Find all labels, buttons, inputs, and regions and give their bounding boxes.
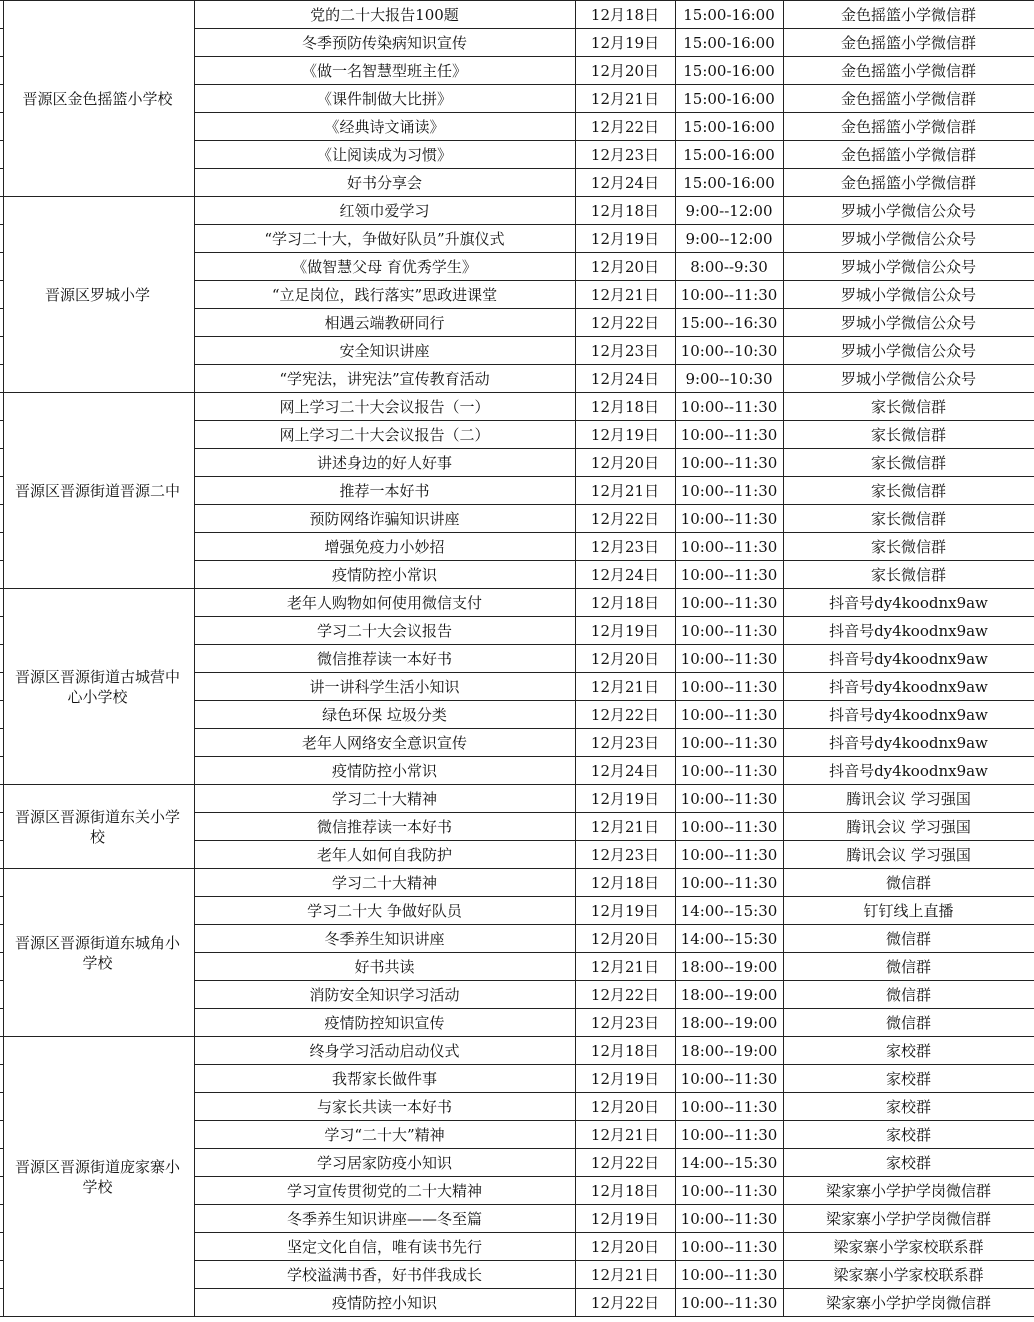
- date-cell: 12月20日: [575, 57, 675, 85]
- platform-cell: 梁家寨小学家校联系群: [783, 1261, 1034, 1289]
- date-cell: 12月18日: [575, 869, 675, 897]
- date-cell: 12月23日: [575, 337, 675, 365]
- row-marker-cell: [0, 533, 3, 561]
- date-cell: 12月20日: [575, 449, 675, 477]
- time-cell: 18:00--19:00: [675, 1009, 783, 1037]
- platform-cell: 腾讯会议 学习强国: [783, 841, 1034, 869]
- platform-cell: 家长微信群: [783, 477, 1034, 505]
- activity-cell: 老年人如何自我防护: [194, 841, 575, 869]
- date-cell: 12月21日: [575, 85, 675, 113]
- time-cell: 10:00--11:30: [675, 645, 783, 673]
- row-marker-cell: [0, 1233, 3, 1261]
- row-marker-cell: [0, 29, 3, 57]
- row-marker-cell: [0, 1121, 3, 1149]
- time-cell: 10:00--11:30: [675, 1093, 783, 1121]
- time-cell: 10:00--11:30: [675, 505, 783, 533]
- activity-cell: 终身学习活动启动仪式: [194, 1037, 575, 1065]
- time-cell: 14:00--15:30: [675, 897, 783, 925]
- school-name-cell: 晋源区晋源街道东关小学校: [3, 785, 194, 869]
- platform-cell: 腾讯会议 学习强国: [783, 785, 1034, 813]
- activity-cell: 好书共读: [194, 953, 575, 981]
- date-cell: 12月18日: [575, 197, 675, 225]
- time-cell: 10:00--11:30: [675, 841, 783, 869]
- row-marker-cell: [0, 841, 3, 869]
- school-name-cell: 晋源区罗城小学: [3, 197, 194, 393]
- time-cell: 10:00--11:30: [675, 1065, 783, 1093]
- time-cell: 14:00--15:30: [675, 925, 783, 953]
- activity-cell: 《经典诗文诵读》: [194, 113, 575, 141]
- time-cell: 10:00--11:30: [675, 729, 783, 757]
- table-row: [0, 589, 1034, 617]
- date-cell: 12月19日: [575, 617, 675, 645]
- activity-cell: 微信推荐读一本好书: [194, 813, 575, 841]
- activity-cell: 我帮家长做件事: [194, 1065, 575, 1093]
- activity-cell: 学习二十大 争做好队员: [194, 897, 575, 925]
- row-marker-cell: [0, 309, 3, 337]
- platform-cell: 家长微信群: [783, 533, 1034, 561]
- time-cell: 10:00--11:30: [675, 1177, 783, 1205]
- activity-cell: 《做智慧父母 育优秀学生》: [194, 253, 575, 281]
- time-cell: 10:00--11:30: [675, 1233, 783, 1261]
- time-cell: 15:00-16:00: [675, 169, 783, 197]
- row-marker-cell: [0, 897, 3, 925]
- table-row: [0, 1, 1034, 29]
- time-cell: 10:00--11:30: [675, 1289, 783, 1317]
- time-cell: 15:00-16:00: [675, 113, 783, 141]
- platform-cell: 微信群: [783, 981, 1034, 1009]
- date-cell: 12月22日: [575, 113, 675, 141]
- activity-cell: 老年人购物如何使用微信支付: [194, 589, 575, 617]
- date-cell: 12月22日: [575, 701, 675, 729]
- time-cell: 9:00--12:00: [675, 225, 783, 253]
- activity-cell: 学习居家防疫小知识: [194, 1149, 575, 1177]
- row-marker-cell: [0, 1065, 3, 1093]
- time-cell: 10:00--11:30: [675, 393, 783, 421]
- activity-cell: 《做一名智慧型班主任》: [194, 57, 575, 85]
- platform-cell: 家校群: [783, 1149, 1034, 1177]
- row-marker-cell: [0, 421, 3, 449]
- platform-cell: 家校群: [783, 1065, 1034, 1093]
- row-marker-cell: [0, 477, 3, 505]
- activity-cell: 学习二十大会议报告: [194, 617, 575, 645]
- platform-cell: 梁家寨小学家校联系群: [783, 1233, 1034, 1261]
- date-cell: 12月22日: [575, 309, 675, 337]
- platform-cell: 金色摇篮小学微信群: [783, 29, 1034, 57]
- row-marker-cell: [0, 813, 3, 841]
- row-marker-cell: [0, 757, 3, 785]
- date-cell: 12月20日: [575, 645, 675, 673]
- date-cell: 12月21日: [575, 1261, 675, 1289]
- time-cell: 10:00--11:30: [675, 785, 783, 813]
- date-cell: 12月18日: [575, 1037, 675, 1065]
- date-cell: 12月22日: [575, 981, 675, 1009]
- time-cell: 14:00--15:30: [675, 1149, 783, 1177]
- date-cell: 12月18日: [575, 589, 675, 617]
- row-marker-cell: [0, 1149, 3, 1177]
- date-cell: 12月23日: [575, 533, 675, 561]
- activity-cell: 冬季养生知识讲座: [194, 925, 575, 953]
- platform-cell: 罗城小学微信公众号: [783, 225, 1034, 253]
- time-cell: 18:00--19:00: [675, 1037, 783, 1065]
- platform-cell: 家校群: [783, 1037, 1034, 1065]
- activity-cell: 推荐一本好书: [194, 477, 575, 505]
- row-marker-cell: [0, 1177, 3, 1205]
- platform-cell: 家长微信群: [783, 449, 1034, 477]
- date-cell: 12月21日: [575, 477, 675, 505]
- activity-cell: 相遇云端教研同行: [194, 309, 575, 337]
- table-row: [0, 1037, 1034, 1065]
- activity-cell: 《课件制做大比拼》: [194, 85, 575, 113]
- date-cell: 12月24日: [575, 757, 675, 785]
- activity-cell: 好书分享会: [194, 169, 575, 197]
- platform-cell: 金色摇篮小学微信群: [783, 57, 1034, 85]
- platform-cell: 家长微信群: [783, 393, 1034, 421]
- platform-cell: 家长微信群: [783, 561, 1034, 589]
- activity-cell: 冬季预防传染病知识宣传: [194, 29, 575, 57]
- date-cell: 12月24日: [575, 561, 675, 589]
- date-cell: 12月22日: [575, 1149, 675, 1177]
- platform-cell: 梁家寨小学护学岗微信群: [783, 1205, 1034, 1233]
- row-marker-cell: [0, 953, 3, 981]
- time-cell: 15:00--16:30: [675, 309, 783, 337]
- activity-cell: 讲一讲科学生活小知识: [194, 673, 575, 701]
- platform-cell: 抖音号dy4koodnx9aw: [783, 673, 1034, 701]
- activity-cell: 网上学习二十大会议报告（一）: [194, 393, 575, 421]
- activity-cell: 疫情防控小知识: [194, 1289, 575, 1317]
- activity-cell: 《让阅读成为习惯》: [194, 141, 575, 169]
- platform-cell: 抖音号dy4koodnx9aw: [783, 757, 1034, 785]
- platform-cell: 罗城小学微信公众号: [783, 281, 1034, 309]
- activity-cell: “学宪法，讲宪法”宣传教育活动: [194, 365, 575, 393]
- school-name-cell: 晋源区晋源街道东城角小学校: [3, 869, 194, 1037]
- table-row: [0, 197, 1034, 225]
- time-cell: 10:00--11:30: [675, 561, 783, 589]
- row-marker-cell: [0, 729, 3, 757]
- date-cell: 12月22日: [575, 505, 675, 533]
- platform-cell: 金色摇篮小学微信群: [783, 141, 1034, 169]
- school-name-cell: 晋源区晋源街道庞家寨小学校: [3, 1037, 194, 1317]
- platform-cell: 微信群: [783, 1009, 1034, 1037]
- platform-cell: 微信群: [783, 869, 1034, 897]
- row-marker-cell: [0, 673, 3, 701]
- platform-cell: 腾讯会议 学习强国: [783, 813, 1034, 841]
- time-cell: 10:00--11:30: [675, 869, 783, 897]
- time-cell: 10:00--11:30: [675, 1205, 783, 1233]
- row-marker-cell: [0, 169, 3, 197]
- platform-cell: 钉钉线上直播: [783, 897, 1034, 925]
- date-cell: 12月19日: [575, 785, 675, 813]
- time-cell: 10:00--11:30: [675, 673, 783, 701]
- activity-cell: 红领巾爱学习: [194, 197, 575, 225]
- activity-cell: 讲述身边的好人好事: [194, 449, 575, 477]
- activity-cell: 网上学习二十大会议报告（二）: [194, 421, 575, 449]
- activity-cell: 消防安全知识学习活动: [194, 981, 575, 1009]
- row-marker-cell: [0, 141, 3, 169]
- activity-cell: 学习二十大精神: [194, 869, 575, 897]
- time-cell: 10:00--11:30: [675, 617, 783, 645]
- activity-cell: 与家长共读一本好书: [194, 1093, 575, 1121]
- date-cell: 12月19日: [575, 897, 675, 925]
- time-cell: 15:00-16:00: [675, 57, 783, 85]
- time-cell: 10:00--11:30: [675, 477, 783, 505]
- time-cell: 10:00--11:30: [675, 1261, 783, 1289]
- time-cell: 10:00--11:30: [675, 589, 783, 617]
- platform-cell: 罗城小学微信公众号: [783, 309, 1034, 337]
- row-marker-cell: [0, 57, 3, 85]
- platform-cell: 罗城小学微信公众号: [783, 253, 1034, 281]
- date-cell: 12月23日: [575, 841, 675, 869]
- date-cell: 12月20日: [575, 253, 675, 281]
- activity-cell: “立足岗位，践行落实”思政进课堂: [194, 281, 575, 309]
- school-name-cell: 晋源区晋源街道古城营中心小学校: [3, 589, 194, 785]
- activity-cell: 疫情防控知识宣传: [194, 1009, 575, 1037]
- school-name-cell: 晋源区晋源街道晋源二中: [3, 393, 194, 589]
- date-cell: 12月22日: [575, 1289, 675, 1317]
- row-marker-cell: [0, 645, 3, 673]
- date-cell: 12月19日: [575, 1065, 675, 1093]
- row-marker-cell: [0, 1261, 3, 1289]
- row-marker-cell: [0, 701, 3, 729]
- date-cell: 12月18日: [575, 393, 675, 421]
- platform-cell: 家长微信群: [783, 505, 1034, 533]
- activity-cell: 学习“二十大”精神: [194, 1121, 575, 1149]
- time-cell: 15:00-16:00: [675, 85, 783, 113]
- date-cell: 12月20日: [575, 925, 675, 953]
- time-cell: 10:00--10:30: [675, 337, 783, 365]
- date-cell: 12月24日: [575, 365, 675, 393]
- date-cell: 12月23日: [575, 1009, 675, 1037]
- platform-cell: 罗城小学微信公众号: [783, 337, 1034, 365]
- platform-cell: 金色摇篮小学微信群: [783, 113, 1034, 141]
- time-cell: 15:00-16:00: [675, 1, 783, 29]
- date-cell: 12月21日: [575, 1121, 675, 1149]
- date-cell: 12月18日: [575, 1177, 675, 1205]
- platform-cell: 罗城小学微信公众号: [783, 365, 1034, 393]
- platform-cell: 微信群: [783, 953, 1034, 981]
- date-cell: 12月19日: [575, 225, 675, 253]
- row-marker-cell: [0, 1009, 3, 1037]
- date-cell: 12月19日: [575, 1205, 675, 1233]
- table-row: [0, 869, 1034, 897]
- time-cell: 10:00--11:30: [675, 757, 783, 785]
- row-marker-cell: [0, 365, 3, 393]
- activity-cell: 坚定文化自信，唯有读书先行: [194, 1233, 575, 1261]
- date-cell: 12月21日: [575, 953, 675, 981]
- date-cell: 12月18日: [575, 1, 675, 29]
- platform-cell: 抖音号dy4koodnx9aw: [783, 729, 1034, 757]
- platform-cell: 梁家寨小学护学岗微信群: [783, 1177, 1034, 1205]
- platform-cell: 金色摇篮小学微信群: [783, 169, 1034, 197]
- row-marker-cell: [0, 337, 3, 365]
- activity-cell: 学习二十大精神: [194, 785, 575, 813]
- row-marker-cell: [0, 505, 3, 533]
- platform-cell: 抖音号dy4koodnx9aw: [783, 589, 1034, 617]
- platform-cell: 家长微信群: [783, 421, 1034, 449]
- time-cell: 10:00--11:30: [675, 449, 783, 477]
- date-cell: 12月23日: [575, 729, 675, 757]
- date-cell: 12月21日: [575, 281, 675, 309]
- platform-cell: 金色摇篮小学微信群: [783, 85, 1034, 113]
- schedule-body: [0, 1, 1034, 1317]
- time-cell: 9:00--10:30: [675, 365, 783, 393]
- time-cell: 8:00--9:30: [675, 253, 783, 281]
- time-cell: 15:00-16:00: [675, 29, 783, 57]
- platform-cell: 梁家寨小学护学岗微信群: [783, 1289, 1034, 1317]
- activity-cell: 绿色环保 垃圾分类: [194, 701, 575, 729]
- time-cell: 10:00--11:30: [675, 421, 783, 449]
- time-cell: 10:00--11:30: [675, 1121, 783, 1149]
- date-cell: 12月21日: [575, 673, 675, 701]
- activity-cell: 微信推荐读一本好书: [194, 645, 575, 673]
- table-row: [0, 393, 1034, 421]
- activity-cell: 老年人网络安全意识宣传: [194, 729, 575, 757]
- date-cell: 12月20日: [575, 1233, 675, 1261]
- activity-cell: “学习二十大，争做好队员”升旗仪式: [194, 225, 575, 253]
- time-cell: 10:00--11:30: [675, 533, 783, 561]
- date-cell: 12月19日: [575, 29, 675, 57]
- row-marker-cell: [0, 561, 3, 589]
- row-marker-cell: [0, 449, 3, 477]
- platform-cell: 抖音号dy4koodnx9aw: [783, 701, 1034, 729]
- platform-cell: 抖音号dy4koodnx9aw: [783, 645, 1034, 673]
- activity-cell: 疫情防控小常识: [194, 561, 575, 589]
- activity-cell: 安全知识讲座: [194, 337, 575, 365]
- time-cell: 15:00-16:00: [675, 141, 783, 169]
- platform-cell: 家校群: [783, 1121, 1034, 1149]
- row-marker-cell: [0, 85, 3, 113]
- time-cell: 10:00--11:30: [675, 281, 783, 309]
- row-marker-cell: [0, 981, 3, 1009]
- date-cell: 12月19日: [575, 421, 675, 449]
- row-marker-cell: [0, 281, 3, 309]
- activity-cell: 党的二十大报告100题: [194, 1, 575, 29]
- activity-cell: 冬季养生知识讲座——冬至篇: [194, 1205, 575, 1233]
- time-cell: 9:00--12:00: [675, 197, 783, 225]
- activity-cell: 预防网络诈骗知识讲座: [194, 505, 575, 533]
- time-cell: 10:00--11:30: [675, 813, 783, 841]
- row-marker-cell: [0, 1289, 3, 1317]
- row-marker-cell: [0, 1205, 3, 1233]
- row-marker-cell: [0, 1093, 3, 1121]
- activity-cell: 疫情防控小常识: [194, 757, 575, 785]
- row-marker-cell: [0, 113, 3, 141]
- table-row: [0, 785, 1034, 813]
- row-marker-cell: [0, 225, 3, 253]
- time-cell: 18:00--19:00: [675, 953, 783, 981]
- time-cell: 10:00--11:30: [675, 701, 783, 729]
- date-cell: 12月23日: [575, 141, 675, 169]
- activity-cell: 学校溢满书香，好书伴我成长: [194, 1261, 575, 1289]
- row-marker-cell: [0, 925, 3, 953]
- platform-cell: 抖音号dy4koodnx9aw: [783, 617, 1034, 645]
- date-cell: 12月20日: [575, 1093, 675, 1121]
- platform-cell: 金色摇篮小学微信群: [783, 1, 1034, 29]
- platform-cell: 家校群: [783, 1093, 1034, 1121]
- date-cell: 12月24日: [575, 169, 675, 197]
- row-marker-cell: [0, 253, 3, 281]
- row-marker-cell: [0, 617, 3, 645]
- platform-cell: 微信群: [783, 925, 1034, 953]
- date-cell: 12月21日: [575, 813, 675, 841]
- platform-cell: 罗城小学微信公众号: [783, 197, 1034, 225]
- activity-cell: 学习宣传贯彻党的二十大精神: [194, 1177, 575, 1205]
- time-cell: 18:00--19:00: [675, 981, 783, 1009]
- school-name-cell: 晋源区金色摇篮小学校: [3, 1, 194, 197]
- activity-cell: 增强免疫力小妙招: [194, 533, 575, 561]
